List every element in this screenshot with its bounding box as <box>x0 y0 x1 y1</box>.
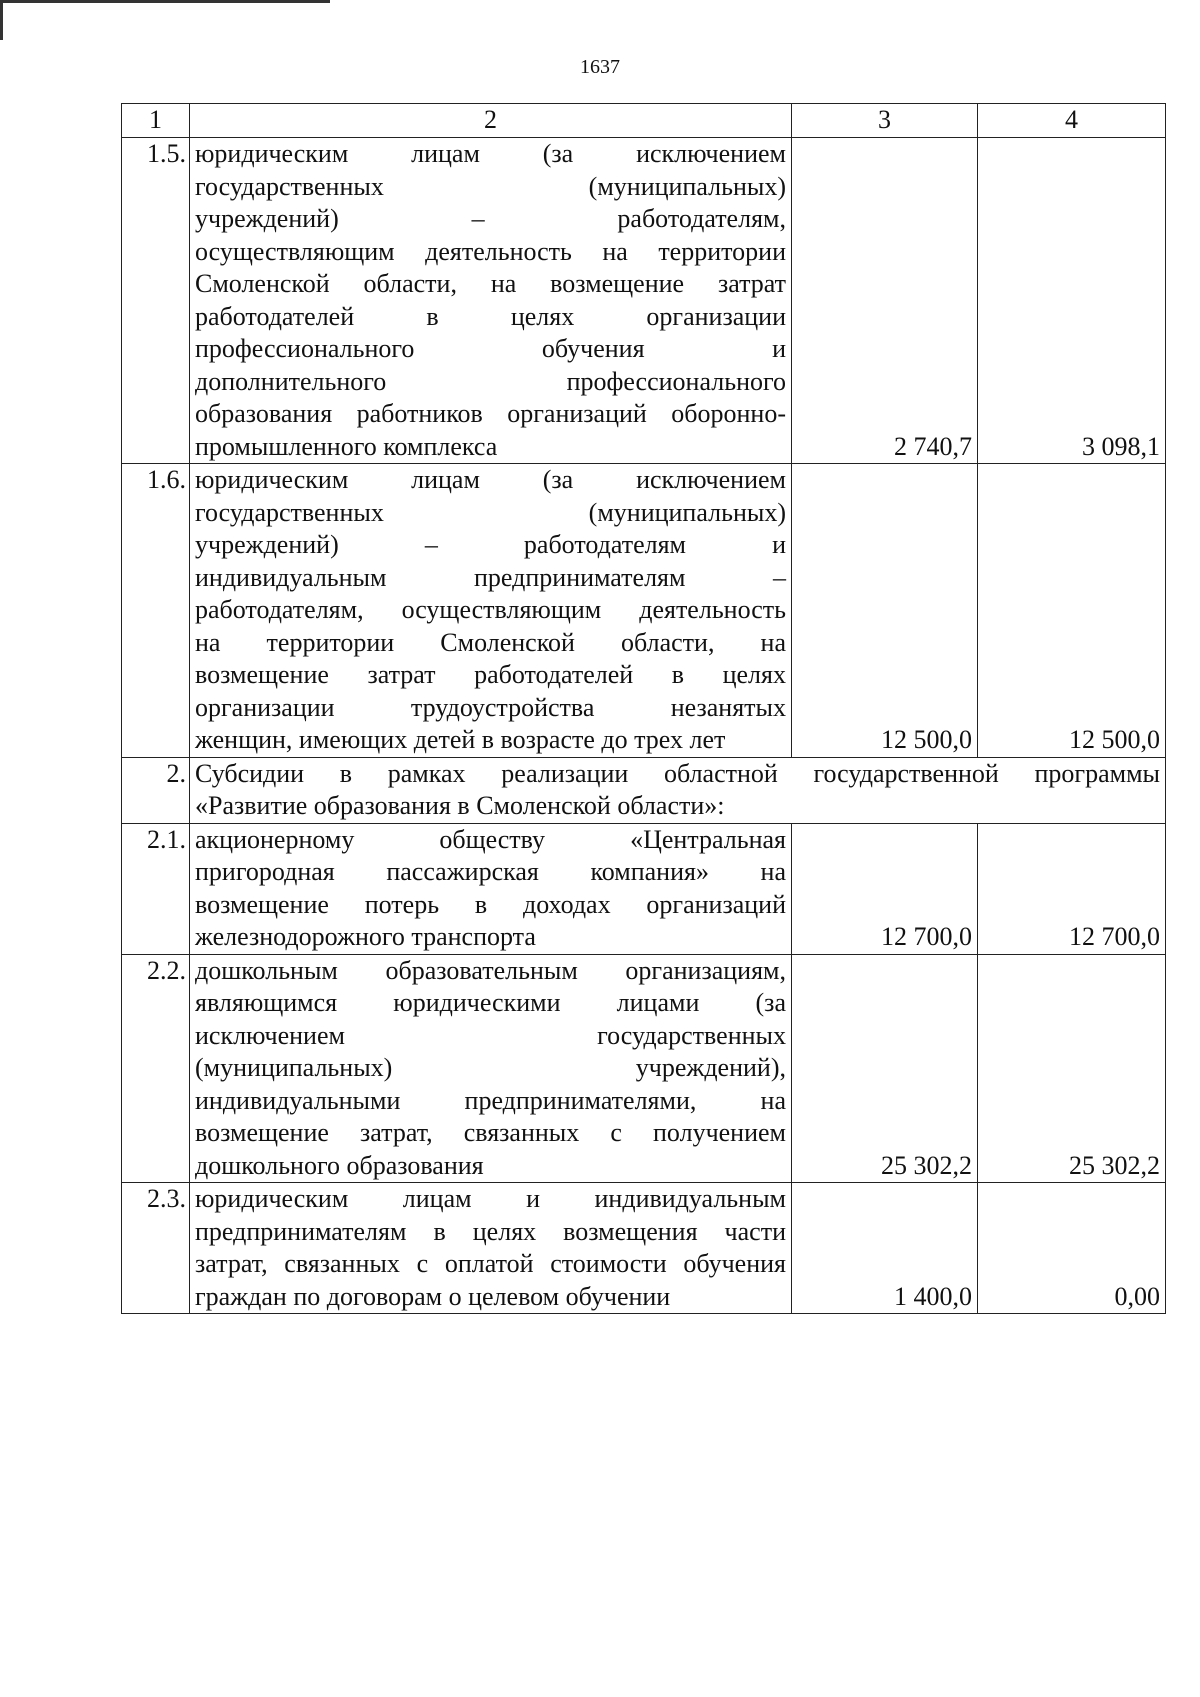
value-col-3: 25 302,2 <box>792 954 978 1183</box>
description-line: являющимся юридическими лицами (за <box>195 988 786 1017</box>
value-col-4: 25 302,2 <box>978 954 1166 1183</box>
description-line: исключением государственных <box>195 1020 786 1050</box>
description-line: учреждений) – работодателям, <box>195 204 786 233</box>
description-line: граждан по договорам о целевом обучении <box>195 1281 671 1311</box>
description-line: юридическим лицам (за исключением <box>195 465 786 494</box>
description-line: на территории Смоленской области, на <box>195 627 786 657</box>
row-description <box>190 464 792 758</box>
description-line: юридическим лицам (за исключением <box>195 139 786 168</box>
table-row <box>122 823 1166 954</box>
description-line: дошкольного образования <box>195 1150 484 1180</box>
description-line: индивидуальным предпринимателям – <box>195 562 786 592</box>
header-col-2: 2 <box>190 104 792 138</box>
row-description <box>190 954 792 1183</box>
table-row <box>122 138 1166 464</box>
value-col-3: 12 700,0 <box>792 823 978 954</box>
header-col-3: 3 <box>792 104 978 138</box>
description-line: работодателей в целях организации <box>195 301 786 331</box>
row-description <box>190 823 792 954</box>
header-col-4: 4 <box>978 104 1166 138</box>
row-number: 2.2. <box>122 954 190 1183</box>
value-col-4: 3 098,1 <box>978 138 1166 464</box>
description-line: профессионального обучения и <box>195 334 786 363</box>
section-title <box>190 757 1166 823</box>
table-row <box>122 1183 1166 1314</box>
description-line: дошкольным образовательным организациям, <box>195 955 786 985</box>
description-line: возмещение затрат работодателей в целях <box>195 660 786 689</box>
section-title-line: «Развитие образования в Смоленской области»: <box>195 791 725 820</box>
description-line: учреждений) – работодателям и <box>195 530 786 559</box>
description-line: возмещение затрат, связанных с получением <box>195 1118 786 1147</box>
description-line: (муниципальных) учреждений), <box>195 1053 786 1082</box>
header-col-1: 1 <box>122 104 190 138</box>
row-number: 2.1. <box>122 823 190 954</box>
data-table <box>121 103 1166 1314</box>
scan-edge-left <box>0 0 3 40</box>
description-line: индивидуальными предпринимателями, на <box>195 1085 786 1115</box>
description-line: государственных (муниципальных) <box>195 497 786 527</box>
value-col-4: 12 700,0 <box>978 823 1166 954</box>
value-col-4: 12 500,0 <box>978 464 1166 758</box>
value-col-3: 12 500,0 <box>792 464 978 758</box>
value-col-4: 0,00 <box>978 1183 1166 1314</box>
description-line: образования работников организаций оборонно- <box>195 399 786 428</box>
description-line: дополнительного профессионального <box>195 366 786 396</box>
page-number: 1637 <box>580 56 620 78</box>
description-line: акционерному обществу «Центральная <box>195 824 786 854</box>
row-number: 2.3. <box>122 1183 190 1314</box>
description-line: предпринимателям в целях возмещения части <box>195 1216 786 1246</box>
row-number: 2. <box>122 757 190 823</box>
value-col-3: 2 740,7 <box>792 138 978 464</box>
description-line: железнодорожного транспорта <box>195 922 536 951</box>
description-line: пригородная пассажирская компания» на <box>195 857 786 886</box>
description-line: работодателям, осуществляющим деятельность <box>195 595 786 624</box>
table-row <box>122 954 1166 1183</box>
description-line: Смоленской области, на возмещение затрат <box>195 269 786 298</box>
table-header-row <box>122 104 1166 138</box>
description-line: юридическим лицам и индивидуальным <box>195 1184 786 1213</box>
description-line: организации трудоустройства незанятых <box>195 692 786 722</box>
table-row-section <box>122 757 1166 823</box>
description-line: промышленного комплекса <box>195 431 498 461</box>
row-number: 1.5. <box>122 138 190 464</box>
row-description <box>190 138 792 464</box>
value-col-3: 1 400,0 <box>792 1183 978 1314</box>
description-line: женщин, имеющих детей в возрасте до трех лет <box>195 725 726 754</box>
description-line: затрат, связанных с оплатой стоимости обучения <box>195 1249 786 1278</box>
table-row <box>122 464 1166 758</box>
scan-edge-top <box>0 0 330 3</box>
description-line: возмещение потерь в доходах организаций <box>195 889 786 919</box>
row-description <box>190 1183 792 1314</box>
section-title-line: Субсидии в рамках реализации областной государственной программы <box>195 758 1160 788</box>
description-line: государственных (муниципальных) <box>195 171 786 201</box>
description-line: осуществляющим деятельность на территории <box>195 236 786 266</box>
row-number: 1.6. <box>122 464 190 758</box>
